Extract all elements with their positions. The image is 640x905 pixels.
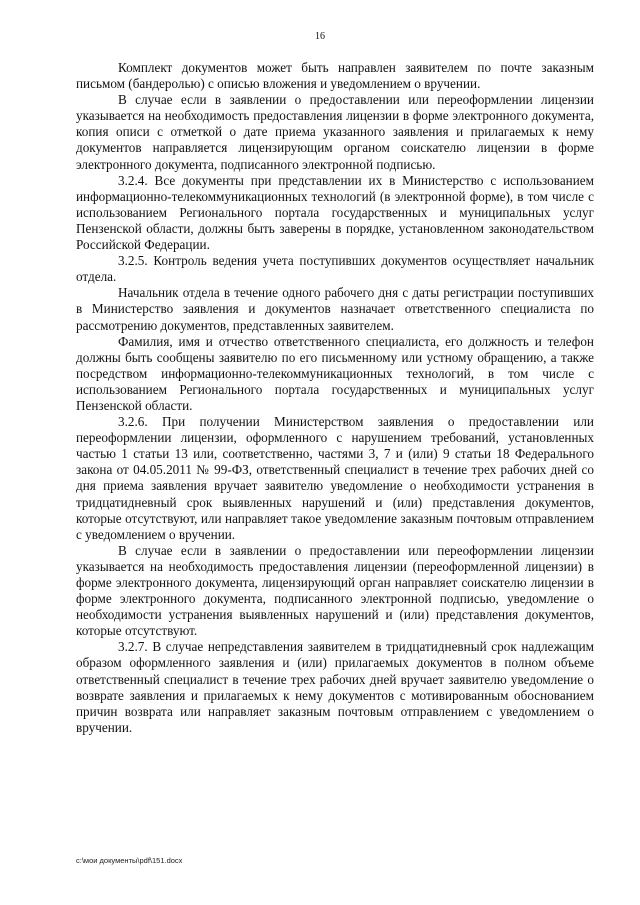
paragraph: В случае если в заявлении о предоставлении или переоформлении лицензии указывается на необходимость предоставления лицензии в форме электронного документа, копия описи с отметкой о дате приема указанного заявления и прилагаемых к нему документов направляется лицензирующим органом соискателю лицензии в форме электронного документа, подписанного электронной подписью. xyxy=(76,92,594,172)
document-body xyxy=(76,60,594,736)
paragraph: Начальник отдела в течение одного рабочего дня с даты регистрации поступивших в Министерство заявления и документов назначает ответственного специалиста по рассмотрению документов, представленных заявителем. xyxy=(76,285,594,333)
paragraph: 3.2.6. При получении Министерством заявления о предоставлении или переоформлении лицензии, оформленного с нарушением требований, установленных частью 1 статьи 13 или, соответственно, частями 3, 7 и (или) 9 статьи 18 Федерального закона от 04.05.2011 № 99-ФЗ, ответственный специалист в течение трех рабочих дней со дня приема заявления вручает заявителю уведомление о необходимости устранения в тридцатидневный срок выявленных нарушений и (или) представления документов, которые отсутствуют, или направляет такое уведомление заказным почтовым отправлением с уведомлением о вручении. xyxy=(76,414,594,542)
paragraph: 3.2.7. В случае непредставления заявителем в тридцатидневный срок надлежащим образом оформленного заявления и (или) прилагаемых документов в полном объеме ответственный специалист в течение трех рабочих дней вручает заявителю уведомление о возврате заявления и прилагаемых к нему документов с мотивированным обоснованием причин возврата или направляет заказным почтовым отправлением с уведомлением о вручении. xyxy=(76,639,594,735)
paragraph: 3.2.5. Контроль ведения учета поступивших документов осуществляет начальник отдела. xyxy=(76,253,594,285)
paragraph: 3.2.4. Все документы при представлении их в Министерство с использованием информационно-телекоммуникационных технологий (в электронной форме), в том числе с использованием Регионального портала государственных и муниципальных услуг Пензенской области, должны быть заверены в порядке, установленном законодательством Российской Федерации. xyxy=(76,172,594,253)
footer-file-path: c:\мои документы\pdf\151.docx xyxy=(76,856,183,865)
page-number: 16 xyxy=(315,31,325,42)
paragraph: Фамилия, имя и отчество ответственного специалиста, его должность и телефон должны быть сообщены заявителю по его письменному или устному обращению, а также посредством информационно-телекоммуникационных технологий, в том числе с использованием Регионального портала государственных и муниципальных услуг Пензенской области. xyxy=(76,333,594,413)
paragraph: Комплект документов может быть направлен заявителем по почте заказным письмом (бандеролью) с описью вложения и уведомлением о вручении. xyxy=(76,60,594,92)
paragraph: В случае если в заявлении о предоставлении или переоформлении лицензии указывается на необходимость предоставления лицензии (переоформленной лицензии) в форме электронного документа, лицензирующий орган направляет соискателю лицензии в форме электронного документа, подписанного электронной подписью, уведомление о необходимости устранения выявленных нарушений и (или) представления документов, которые отсутствуют. xyxy=(76,542,594,639)
